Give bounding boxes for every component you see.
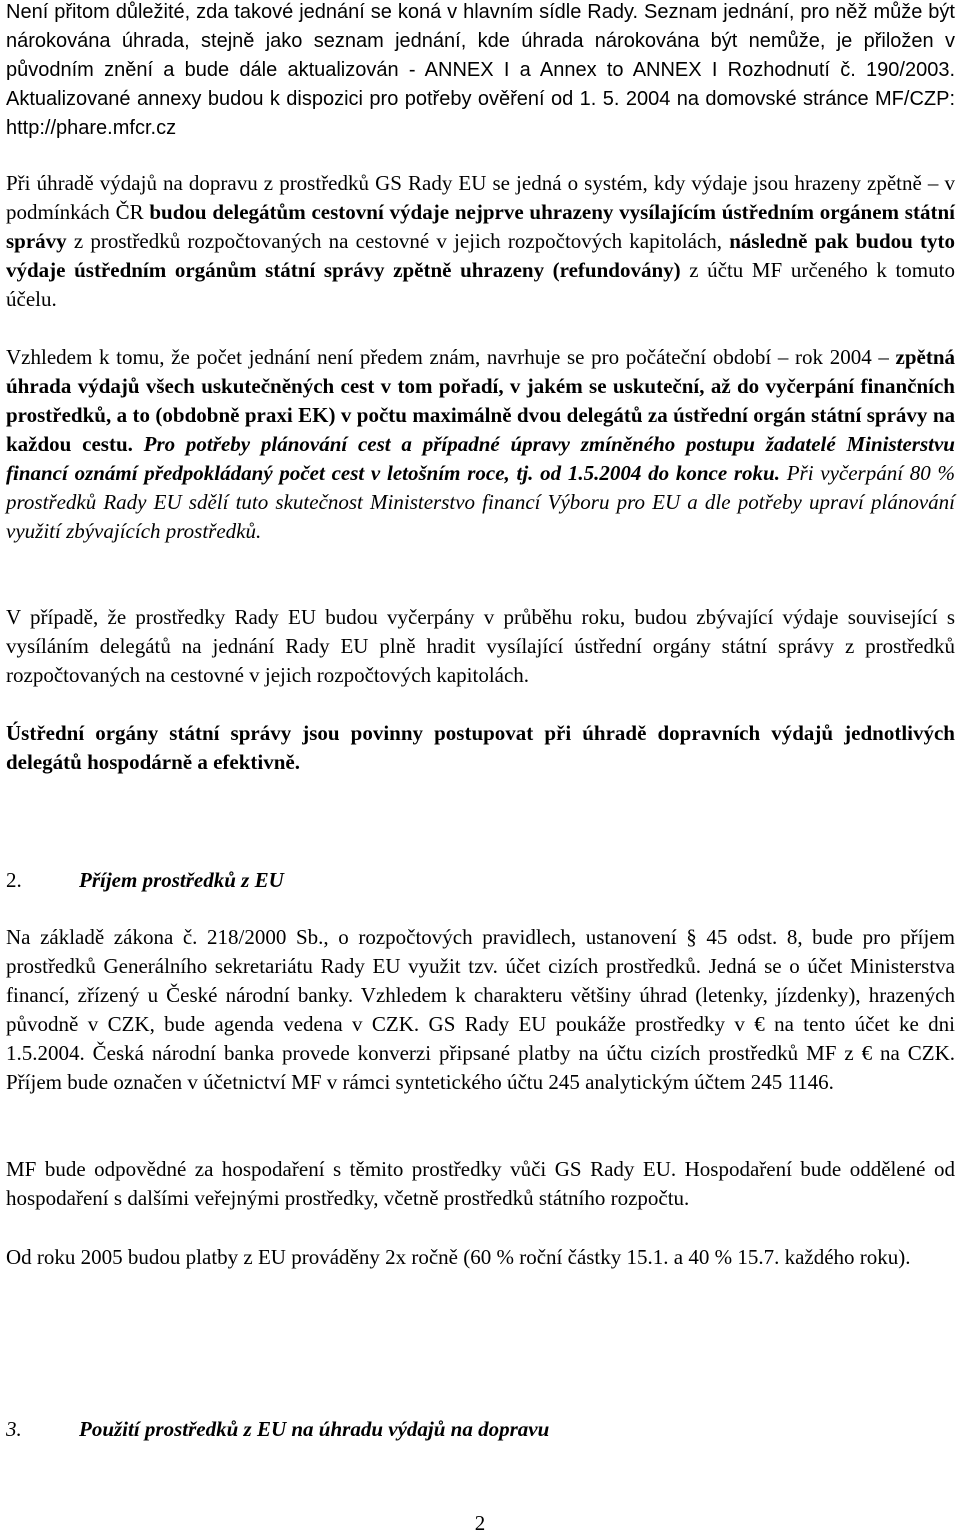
paragraph-text: Při úhradě výdajů na dopravu z prostředků GS Rady EU se jedná o systém, kdy výdaje jsou hrazeny zpětně – v podmínkách ČR xyxy=(6,171,955,224)
paragraph-efficiency-obligation xyxy=(6,719,955,777)
paragraph-payments-2005 xyxy=(6,1243,955,1272)
section-title: Použití prostředků z EU na úhradu výdajů na dopravu xyxy=(79,1417,550,1441)
paragraph-italic-text: Při vyčerpání 80 % prostředků Rady EU sdělí tuto skutečnost Ministerstvo financí Výboru pro EU a dle potřeby upraví plánování využití zbývajících prostředků. xyxy=(6,461,955,543)
paragraph-text: V případě, že prostředky Rady EU budou vyčerpány v průběhu roku, budou zbývající výdaje související s vysíláním delegátů na jednání Rady EU plně hradit vysílající ústřední orgány státní správy z prostředků rozpočtovaných na cestovné v jejich rozpočtových kapitolách. xyxy=(6,605,955,687)
section-heading-3 xyxy=(6,1415,549,1444)
paragraph-text: Není přitom důležité, zda takové jednání se koná v hlavním sídle Rady. Seznam jednání, pro něž může být nárokována úhrada, stejně jako seznam jednání, kde úhrada nárokována být nemůže, je přiložen v původním znění a bude dále aktualizován - ANNEX I a Annex to ANNEX I Rozhodnutí č. 190/2003. Aktualizované annexy budou k dispozici pro potřeby ověření od 1. 5. 2004 na domovské stránce MF/CZP: http://phare.mfcr.cz xyxy=(6,1,955,139)
paragraph-bold-text: Ústřední orgány státní správy jsou povinny postupovat při úhradě dopravních výdajů jednotlivých delegátů hospodárně a efektivně. xyxy=(6,721,955,774)
section-heading-2 xyxy=(6,866,284,895)
paragraph-initial-period xyxy=(6,343,955,546)
paragraph-reimbursement-system xyxy=(6,169,955,314)
paragraph-foreign-account xyxy=(6,923,955,1097)
paragraph-text: Na základě zákona č. 218/2000 Sb., o rozpočtových pravidlech, ustanovení § 45 odst. 8, bude pro příjem prostředků Generálního sekretariátu Rady EU využit tzv. účet cizích prostředků. Jedná se o účet Ministerstva financí, zřízený u České národní banky. Vzhledem k charakteru většiny úhrad (letenky, jízdenky), hrazených původně v CZK, bude agenda vedena v CZK. GS Rady EU poukáže prostředky v € na tento účet ke dni 1.5.2004. Česká národní banka provede konverzi připsané platby na účtu cizích prostředků MF z € na CZK. Příjem bude označen v účetnictví MF v rámci syntetického účtu 245 analytickým účtem 245 1146. xyxy=(6,925,955,1094)
paragraph-text: Vzhledem k tomu, že počet jednání není předem znám, navrhuje se pro počáteční období – rok 2004 – xyxy=(6,345,896,369)
paragraph-bold-text: zpětná úhrada výdajů všech uskutečněných cest v tom pořadí, v jakém se uskuteční, až do vyčerpání finančních prostředků, a to (obdobně praxi EK) v počtu maximálně dvou delegátů za ústřední orgán státní správy na každou cestu. xyxy=(6,345,955,456)
paragraph-text: Od roku 2005 budou platby z EU prováděny 2x ročně (60 % roční částky 15.1. a 40 % 15.7. každého roku). xyxy=(6,1245,911,1269)
paragraph-meeting-list xyxy=(6,0,955,143)
paragraph-funds-exhausted xyxy=(6,603,955,690)
paragraph-text: z účtu MF určeného k tomuto účelu. xyxy=(6,258,955,311)
paragraph-bold-italic-text: Pro potřeby plánování cest a případné úpravy zmíněného postupu žadatelé Ministerstvu financí oznámí předpokládaný počet cest v letošním roce, tj. od 1.5.2004 do konce roku. xyxy=(6,432,955,485)
section-title: Příjem prostředků z EU xyxy=(79,868,284,892)
paragraph-text xyxy=(133,432,144,456)
paragraph-text: MF bude odpovědné za hospodaření s těmito prostředky vůči GS Rady EU. Hospodaření bude oddělené od hospodaření s dalšími veřejnými prostředky, včetně prostředků státního rozpočtu. xyxy=(6,1157,955,1210)
paragraph-bold-text: následně pak budou tyto výdaje ústředním orgánům státní správy zpětně uhrazeny (refundovány) xyxy=(6,229,955,282)
paragraph-bold-text: budou delegátům cestovní výdaje nejprve uhrazeny vysílajícím ústředním orgánem státní správy xyxy=(6,200,955,253)
section-number: 3. xyxy=(6,1417,22,1441)
page-number: 2 xyxy=(474,1511,486,1535)
paragraph-text: z prostředků rozpočtovaných na cestovné v jejich rozpočtových kapitolách, xyxy=(66,229,730,253)
paragraph-mf-responsibility xyxy=(6,1155,955,1213)
section-number: 2. xyxy=(6,868,22,892)
